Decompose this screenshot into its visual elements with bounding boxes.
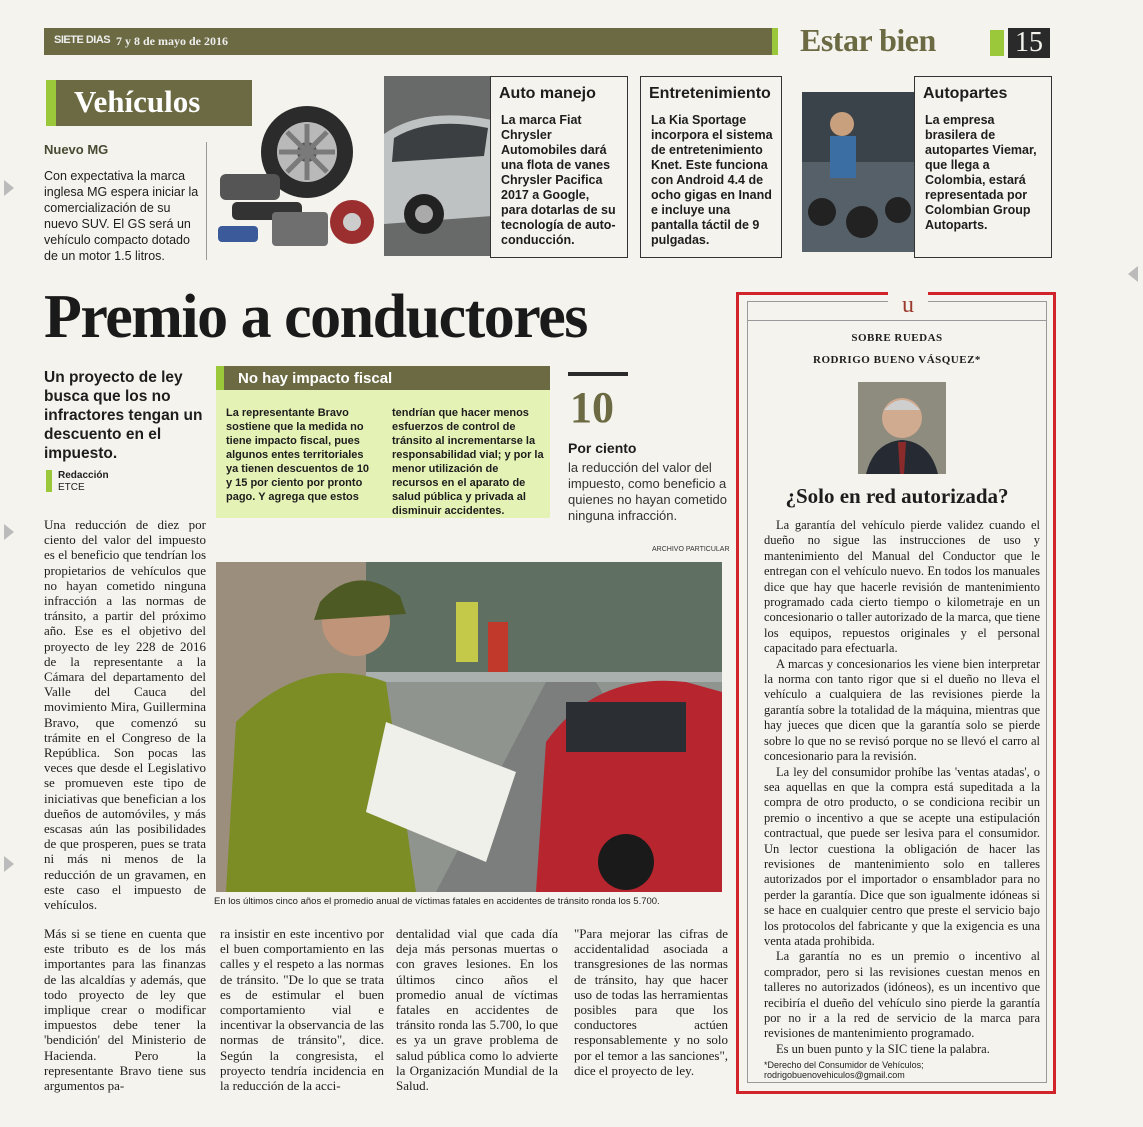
fiscal-heading-bar (216, 366, 550, 390)
margin-marker-icon (4, 180, 14, 196)
article-col-2: ra insistir en este incentivo por el buen comportamiento en las calles y el respeto a las normas de tránsito. "De lo que se trata es de estimular el buen comportamiento vial e incentivar la observancia de las normas de tránsito", dice. Según la congresista, el proyecto tendría incidencia en la reducción de la acci- (220, 926, 384, 1094)
footnote-line: *Derecho del Consumidor de Vehículos; (764, 1060, 924, 1070)
opinion-title: ¿Solo en red autorizada? (785, 484, 1009, 508)
opinion-footnote (764, 1060, 924, 1080)
fiscal-heading: No hay impacto fiscal (238, 370, 393, 387)
opinion-paragraph: La garantía no es un premio o incentivo al comprador, pero si las revisiones cuestan menos en talleres no autorizados (idóneos), es un incentivo que recibiría el dueño del vehículo sino pierde la garantía por no ir a la red de servicio de la marca para revisiones de mantenimiento programado. (764, 949, 1040, 1041)
autopartes-box (914, 76, 1052, 258)
autopartes-heading: Autopartes (923, 85, 1008, 102)
margin-marker-icon (4, 524, 14, 540)
autopartes-photo (802, 92, 916, 252)
page-number-accent (990, 30, 1004, 56)
margin-marker-icon (4, 856, 14, 872)
nuevo-mg-body: Con expectativa la marca inglesa MG espera iniciar la comercialización de su nuevo SUV. El GS será un vehículo compacto dotado de un motor 1.5 litros. (44, 169, 199, 263)
entretenimiento-body: La Kia Sportage incorpora el sistema de entretenimiento Knet. Este funciona con Android 4.4 de ocho gigas en Inand e incluye una pantalla táctil de 9 pulgadas. (651, 113, 773, 247)
opinion-paragraph: La garantía del vehículo pierde validez cuando el dueño no sigue las instrucciones de uso y mantenimiento del Manual del Conductor que le entregan con el vehículo nuevo. En todos los manuales dice que hay que hacerle revisión de mantenimiento programado cada cierto tiempo o kilometraje en un concesionario o taller autorizado de la marca, que tiene los equipos, repuestos originales y el personal capacitado para efectuarla. (764, 518, 1040, 656)
auto-manejo-box (490, 76, 628, 258)
entretenimiento-box (640, 76, 782, 258)
nuevo-mg-heading: Nuevo MG (44, 142, 109, 157)
chrysler-pacifica-photo (384, 76, 492, 256)
entretenimiento-heading: Entretenimiento (649, 85, 771, 102)
divider (748, 320, 1046, 321)
fiscal-sidebar (216, 366, 550, 518)
auto-manejo-heading: Auto manejo (499, 85, 596, 102)
section-title: Estar bien (800, 22, 936, 58)
header-bar (44, 28, 778, 55)
stat-body: la reducción del valor del impuesto, como beneficio a quienes no hayan cometido ninguna infracción. (568, 460, 728, 523)
fiscal-col-1: La representante Bravo sostiene que la medida no tiene impacto fiscal, pues algunos entes territoriales ya tienen descuentos de 10 y 15 por ciento por pronto pago. Y agrega que estos (226, 407, 370, 503)
traffic-police-photo (216, 562, 722, 892)
byline-desk: ETCE (58, 482, 85, 493)
auto-parts-photo (212, 94, 382, 254)
article-deck: Un proyecto de ley busca que los no infractores tengan un descuento en el impuesto. (44, 369, 203, 462)
opinion-box (736, 292, 1056, 1094)
article-col-1: Una reducción de diez por ciento del valor del impuesto es el beneficio que tendrían los propietarios de vehículos que no hayan cometido ninguna infracción a las normas de tránsito, a partir del próximo año. Ese es el objetivo del proyecto de ley 228 de 2016 de la representante a la Cámara del departamento del Valle del Cauca del movimiento Mira, Guillermina Bravo, que comenzó su trámite en el Congreso de la República. Son pocas las veces que desde el Legislativo se promueven este tipo de iniciativas que benefician a los dueños de automóviles, y más escasas aún las posibilidades de que prosperen, pues se trata ni más ni menos de la reducción de un gravamen, en este caso el impuesto de vehículos. (44, 517, 206, 913)
opinion-text (764, 518, 1040, 1057)
margin-marker-icon (1128, 266, 1138, 282)
column-author: RODRIGO BUENO VÁSQUEZ* (813, 354, 981, 366)
opinion-inner (747, 292, 1047, 1083)
article-col-1b: Más si se tiene en cuenta que este tributo es de los más importantes para las finanzas de las alcaldías y además, que todo proyecto de ley que implique crear o modificar impuestos debe tener la 'bendición' del Ministerio de Hacienda. Pero la representante Bravo tiene sus argumentos pa- (44, 926, 206, 1094)
opinion-paragraph: A marcas y concesionarios les viene bien interpretar la norma con tanto rigor que si el dueño no lleva el vehículo a cualquiera de las revisiones pierde la garantía sobre la totalidad de la máquina, mientras que hay jueces que dicen que la garantía solo se pierde sobre lo que no se revisó porque no se llevó el carro al concesionario para la revisión. (764, 656, 1040, 764)
column-name: SOBRE RUEDAS (851, 332, 943, 344)
autopartes-body: La empresa brasilera de autopartes Viemar, que llega a Colombia, estará representada por Colombian Group Autoparts. (925, 113, 1037, 232)
stat-accent (568, 372, 628, 376)
article-headline: Premio a conductores (44, 283, 587, 351)
page-number: 15 (1008, 28, 1050, 58)
photo-credit: ARCHIVO PARTICULAR (652, 546, 730, 553)
fiscal-col-2: tendrían que hacer menos esfuerzos de control de tránsito al incrementarse la responsabilidad vial; y por la menor utilización de recursos en el aparato de salud pública y privada al disminuir accidentes. (392, 407, 544, 517)
column-logo: u (888, 292, 928, 320)
stat-number: 10 (570, 383, 614, 432)
auto-manejo-body: La marca Fiat Chrysler Automobiles dará una flota de vanes Chrysler Pacifica 2017 a Google, para dotarlas de su tecnología de auto-conducción. (501, 113, 616, 247)
byline-author: Redacción (58, 470, 109, 481)
opinion-paragraph: La ley del consumidor prohíbe las 'ventas atadas', o sea aquellas en que la compra está supeditada a la compra de otro producto, o se condiciona recibir un premio o incentivo a que se acepte una estipulación contractual, que puede ser lesiva para el consumidor. Un lector cuestiona la obligación de hacer las revisiones de mantenimiento solo en talleres autorizados por el importador o ensamblador para no perder la garantía. Dice que son igualmente idóneas si se hace en cualquier centro que preste el servicio bajo los protocolos del fabricante y que la exigencia es una venta atada prohibida. (764, 764, 1040, 948)
newspaper-name: SIETE DIAS (54, 34, 111, 46)
article-col-3: dentalidad vial que cada día deja más personas muertas o con graves lesiones. En los últimos cinco años el promedio anual de víctimas fatales en accidentes de tránsito ronda las 5.700, lo que es ya un grave problema de salud pública como lo advierte la Organización Mundial de la Salud. (396, 926, 558, 1094)
photo-caption: En los últimos cinco años el promedio anual de víctimas fatales en accidentes de tránsito ronda los 5.700. (214, 896, 660, 907)
opinion-paragraph: Es un buen punto y la SIC tiene la palabra. (776, 1041, 990, 1056)
vehiculos-title: Vehículos (74, 84, 201, 119)
stat-label: Por ciento (568, 440, 637, 456)
author-photo (858, 382, 946, 474)
byline-accent (46, 470, 52, 492)
article-col-4: "Para mejorar las cifras de accidentalidad asociada a transgresiones de las normas de tránsito, hay que hacer uso de todas las herramientas posibles para que los conductores actúen responsablemente y no solo por el temor a las sanciones", dice el proyecto de ley. (574, 926, 728, 1078)
divider (206, 142, 207, 260)
author-email: rodrigobuenovehiculos@gmail.com (764, 1070, 905, 1080)
issue-date: 7 y 8 de mayo de 2016 (116, 34, 228, 48)
